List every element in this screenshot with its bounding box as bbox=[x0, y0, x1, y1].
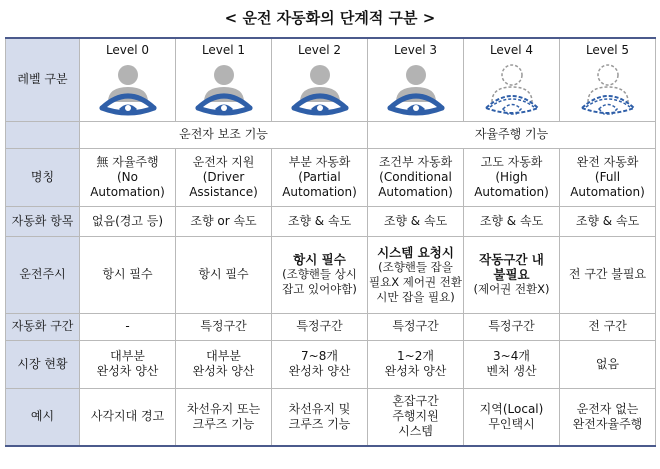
automation-zone-cell: 전 구간 bbox=[560, 313, 656, 340]
example-cell: 운전자 없는 완전자율주행 bbox=[560, 388, 656, 446]
level-name-cell: 부분 자동화 (Partial Automation) bbox=[272, 148, 368, 206]
automation-zone-cell: 특정구간 bbox=[176, 313, 272, 340]
market-row bbox=[6, 340, 656, 388]
page-title: < 운전 자동화의 단계적 구분 > bbox=[224, 9, 436, 27]
name-row bbox=[6, 148, 656, 206]
market-status-cell: 없음 bbox=[560, 340, 656, 388]
dashed-driver-icon bbox=[576, 62, 640, 118]
level-cell bbox=[560, 38, 656, 121]
level-label: Level 3 bbox=[393, 43, 438, 58]
example-cell: 차선유지 및 크루즈 기능 bbox=[272, 388, 368, 446]
row-header-name: 명칭 bbox=[6, 148, 80, 206]
row-header-market: 시장 현황 bbox=[6, 340, 80, 388]
level-label: Level 1 bbox=[201, 43, 246, 58]
row-header-example: 예시 bbox=[6, 388, 80, 446]
level-name-cell: 완전 자동화 (Full Automation) bbox=[560, 148, 656, 206]
monitoring-cell: 작동구간 내 불필요 (제어권 전환X) bbox=[464, 236, 560, 313]
example-cell: 지역(Local) 무인택시 bbox=[464, 388, 560, 446]
example-cell: 혼잡구간 주행지원 시스템 bbox=[368, 388, 464, 446]
items-row bbox=[6, 206, 656, 236]
dashed-driver-icon bbox=[480, 62, 544, 118]
level-name-cell: 조건부 자동화 (Conditional Automation) bbox=[368, 148, 464, 206]
driver-at-wheel-icon bbox=[288, 62, 352, 118]
level-cell bbox=[368, 38, 464, 121]
level-name-cell: 운전자 지원 (Driver Assistance) bbox=[176, 148, 272, 206]
zone-row bbox=[6, 313, 656, 340]
level-name-cell: 고도 자동화 (High Automation) bbox=[464, 148, 560, 206]
level-cell bbox=[80, 38, 176, 121]
automation-zone-cell: 특정구간 bbox=[368, 313, 464, 340]
row-header-automation-items: 자동화 항목 bbox=[6, 206, 80, 236]
level-label: Level 5 bbox=[585, 43, 630, 58]
monitoring-cell: 항시 필수 bbox=[176, 236, 272, 313]
monitoring-row bbox=[6, 236, 656, 313]
driver-at-wheel-icon bbox=[192, 62, 256, 118]
automation-zone-cell: 특정구간 bbox=[272, 313, 368, 340]
row-header-level: 레벨 구분 bbox=[6, 38, 80, 121]
market-status-cell: 7~8개 완성차 양산 bbox=[272, 340, 368, 388]
row-header-monitoring: 운전주시 bbox=[6, 236, 80, 313]
driver-at-wheel-icon bbox=[96, 62, 160, 118]
example-row bbox=[6, 388, 656, 446]
automation-items-cell: 없음(경고 등) bbox=[80, 206, 176, 236]
driver-at-wheel-icon bbox=[384, 62, 448, 118]
market-status-cell: 3~4개 벤처 생산 bbox=[464, 340, 560, 388]
automation-items-cell: 조향 or 속도 bbox=[176, 206, 272, 236]
group-row bbox=[6, 121, 656, 148]
automation-items-cell: 조향 & 속도 bbox=[464, 206, 560, 236]
monitoring-cell: 시스템 요청시 (조향핸들 잡을 필요X 제어권 전환 시만 잡을 필요) bbox=[368, 236, 464, 313]
automation-items-cell: 조향 & 속도 bbox=[368, 206, 464, 236]
level-row bbox=[6, 38, 656, 121]
example-cell: 사각지대 경고 bbox=[80, 388, 176, 446]
level-label: Level 4 bbox=[489, 43, 534, 58]
automation-levels-table bbox=[5, 37, 656, 447]
monitoring-cell: 항시 필수 bbox=[80, 236, 176, 313]
market-status-cell: 대부분 완성차 양산 bbox=[80, 340, 176, 388]
group-assist: 운전자 보조 기능 bbox=[80, 121, 368, 148]
level-cell bbox=[272, 38, 368, 121]
example-cell: 차선유지 또는 크루즈 기능 bbox=[176, 388, 272, 446]
automation-items-cell: 조향 & 속도 bbox=[560, 206, 656, 236]
monitoring-cell: 항시 필수 (조향핸들 상시 잡고 있어야함) bbox=[272, 236, 368, 313]
monitoring-cell: 전 구간 불필요 bbox=[560, 236, 656, 313]
market-status-cell: 대부분 완성차 양산 bbox=[176, 340, 272, 388]
automation-zone-cell: 특정구간 bbox=[464, 313, 560, 340]
automation-zone-cell: - bbox=[80, 313, 176, 340]
group-autonomous: 자율주행 기능 bbox=[368, 121, 656, 148]
level-label: Level 0 bbox=[105, 43, 150, 58]
level-cell bbox=[176, 38, 272, 121]
level-label: Level 2 bbox=[297, 43, 342, 58]
market-status-cell: 1~2개 완성차 양산 bbox=[368, 340, 464, 388]
level-cell bbox=[464, 38, 560, 121]
level-name-cell: 無 자율주행 (No Automation) bbox=[80, 148, 176, 206]
automation-items-cell: 조향 & 속도 bbox=[272, 206, 368, 236]
row-header-automation-zone: 자동화 구간 bbox=[6, 313, 80, 340]
